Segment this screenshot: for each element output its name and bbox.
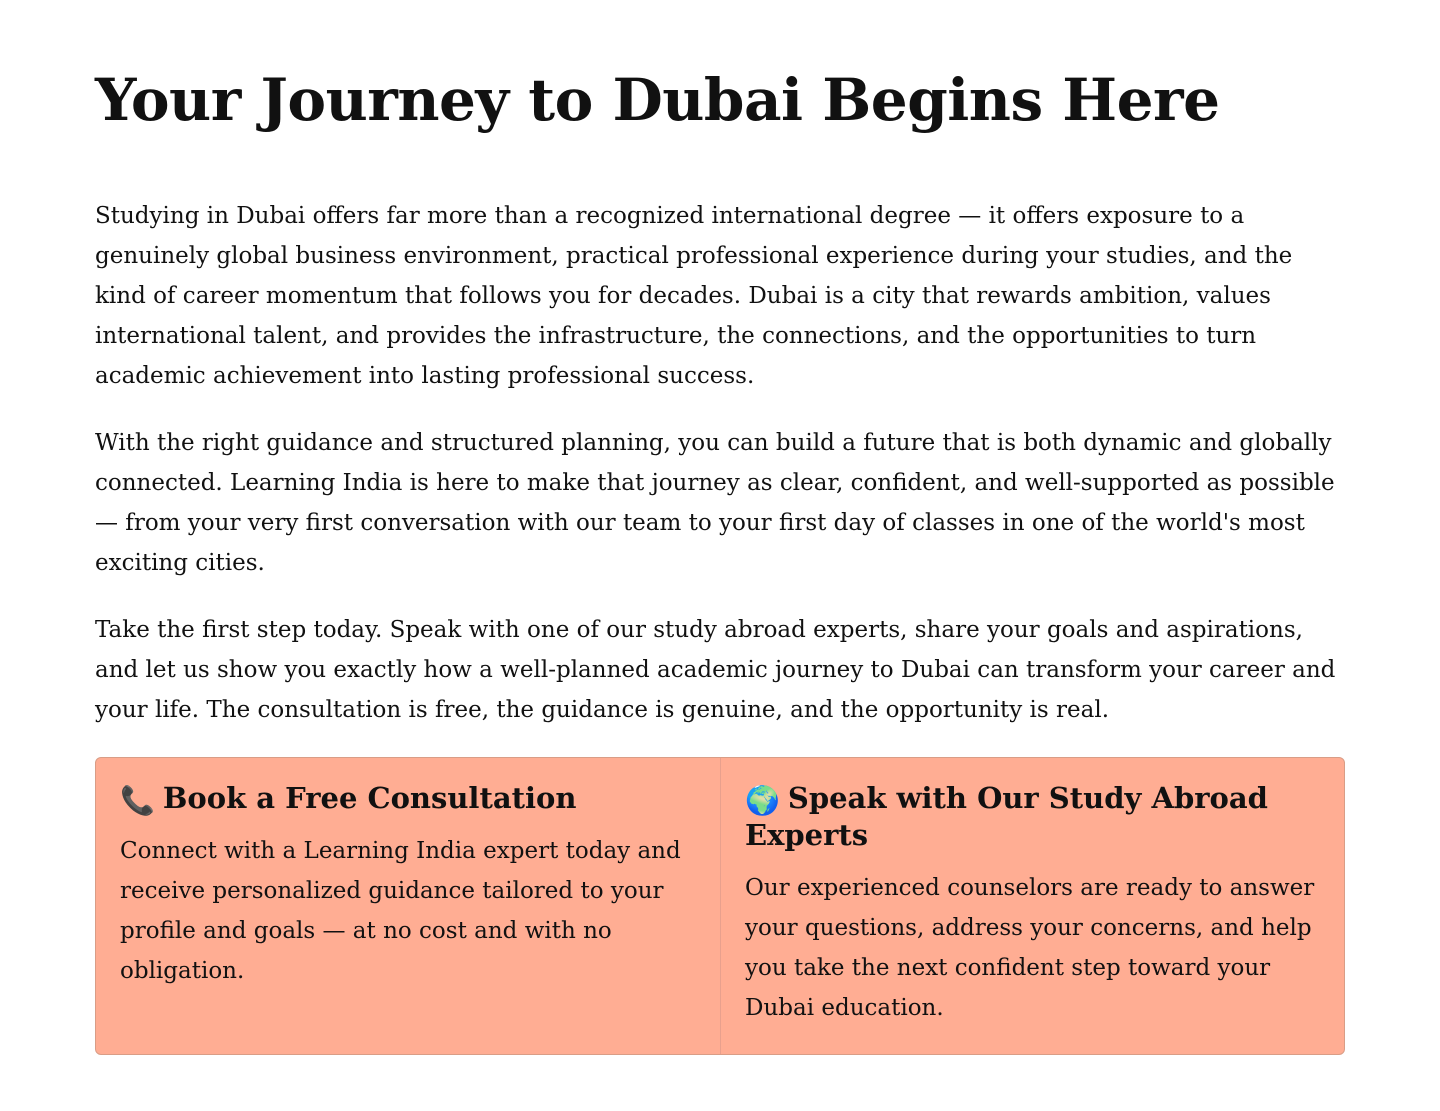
study-abroad-experts-card[interactable] <box>720 758 1344 1054</box>
consultation-callout <box>95 757 1345 1055</box>
article <box>95 0 1345 1055</box>
call-to-action-paragraph: Take the first step today. Speak with one of our study abroad experts, share your goals and aspirations, and let us show you exactly how a well-planned academic journey to Dubai can transform your career and your life. The consultation is free, the guidance is genuine, and the opportunity is real. <box>95 617 1336 723</box>
study-abroad-experts-heading <box>745 780 1320 854</box>
telephone-icon: 📞 <box>120 784 155 817</box>
book-consultation-card[interactable] <box>96 758 720 1054</box>
book-consultation-description: Connect with a Learning India expert today and receive personalized guidance tailored to your profile and goals — at no cost and with no obligation. <box>120 838 681 984</box>
guidance-paragraph: With the right guidance and structured planning, you can build a future that is both dynamic and globally connected. Learning India is here to make that journey as clear, confident, and well-supported as possible — from your very first conversation with our team to your first day of classes in one of the world's most exciting cities. <box>95 430 1335 576</box>
intro-paragraph: Studying in Dubai offers far more than a recognized international degree — it offers exposure to a genuinely global business environment, practical professional experience during your studies, and the kind of career momentum that follows you for decades. Dubai is a city that rewards ambition, values international talent, and provides the infrastructure, the connections, and the opportunities to turn academic achievement into lasting professional success. <box>95 203 1293 389</box>
page-title: Your Journey to Dubai Begins Here <box>95 66 1220 134</box>
study-abroad-experts-heading-text: Speak with Our Study Abroad Experts <box>745 781 1268 852</box>
book-consultation-heading <box>120 780 696 817</box>
globe-icon: 🌍 <box>745 784 780 817</box>
book-consultation-heading-text: Book a Free Consultation <box>162 781 577 815</box>
study-abroad-experts-description: Our experienced counselors are ready to answer your questions, address your concerns, and help you take the next confident step toward your Dubai education. <box>745 875 1315 1021</box>
